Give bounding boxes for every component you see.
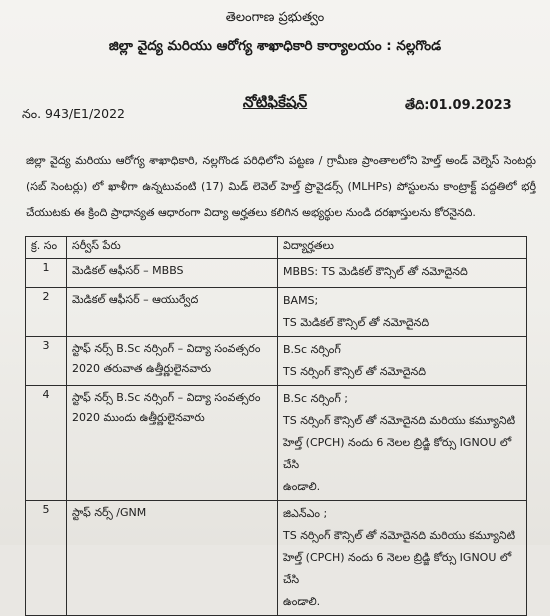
table-row xyxy=(26,288,527,337)
post-line: మెడికల్ ఆఫీసర్ – ఆయుర్వేద xyxy=(72,293,199,306)
post-line: మెడికల్ ఆఫీసర్ – MBBS xyxy=(72,264,184,277)
header-serial: క్ర. సం xyxy=(26,237,67,259)
table-row xyxy=(26,337,527,386)
qualification-line: హెల్త్ (CPCH) నందు 6 నెలల బ్రిడ్జి కోర్సు IGNOU లో చేసి xyxy=(283,436,512,471)
post-line: స్టాఫ్ నర్స్ /GNM xyxy=(72,506,147,519)
qualification-line: TS మెడికల్ కౌన్సిల్ తో నమోదైనది xyxy=(283,316,430,329)
table-row xyxy=(26,501,527,616)
notification-title: నోటిఫికేషన్ xyxy=(242,93,308,111)
table-header-row xyxy=(26,237,527,259)
post-line: స్టాఫ్ నర్స్ B.Sc నర్సింగ్ – విద్యా సంవత్సరం xyxy=(72,342,261,355)
post-line: 2020 తరువాత ఉత్తీర్ణులైనవారు xyxy=(72,362,212,375)
row-post xyxy=(67,501,278,616)
qualification-line: TS నర్సింగ్ కౌన్సిల్ తో నమోదైనది xyxy=(283,365,427,378)
qualification-line: జిఎన్ఎం ; xyxy=(283,507,328,520)
qualification-line: ఉండాలి. xyxy=(283,595,321,608)
row-serial: 3 xyxy=(26,337,67,386)
row-serial: 4 xyxy=(26,386,67,501)
header-post: సర్వీస్ పేరు xyxy=(67,237,278,259)
row-qualification xyxy=(278,386,527,501)
posts-table xyxy=(25,236,527,616)
qualification-line: ఉండాలి. xyxy=(283,480,321,493)
header-qualification: విద్యార్హతలు xyxy=(278,237,527,259)
row-post xyxy=(67,259,278,288)
row-qualification xyxy=(278,337,527,386)
row-qualification xyxy=(278,501,527,616)
government-header: తెలంగాణ ప్రభుత్వం xyxy=(225,10,325,25)
post-line: 2020 ముందు ఉత్తీర్ణులైనవారు xyxy=(72,411,205,424)
qualification-line: B.Sc నర్సింగ్ xyxy=(283,343,341,356)
row-serial: 2 xyxy=(26,288,67,337)
row-post xyxy=(67,288,278,337)
qualification-line: TS నర్సింగ్ కౌన్సిల్ తో నమోదైనది మరియు కమ్యూనిటి xyxy=(283,414,516,427)
post-line: స్టాఫ్ నర్స్ B.Sc నర్సింగ్ – విద్యా సంవత్సరం xyxy=(72,391,261,404)
row-qualification xyxy=(278,288,527,337)
table-row xyxy=(26,386,527,501)
row-post xyxy=(67,386,278,501)
row-serial: 5 xyxy=(26,501,67,616)
qualification-line: TS నర్సింగ్ కౌన్సిల్ తో నమోదైనది మరియు కమ్యూనిటి xyxy=(283,529,516,542)
office-header: జిల్లా వైద్య మరియు ఆరోగ్య శాఖాధికారి కార్యాలయం : నల్లగొండ xyxy=(108,38,442,54)
notification-date: తేది:01.09.2023 xyxy=(405,98,512,113)
row-post xyxy=(67,337,278,386)
reference-number: నం. 943/E1/2022 xyxy=(22,106,126,121)
qualification-line: BAMS; xyxy=(283,294,319,307)
qualification-line: హెల్త్ (CPCH) నందు 6 నెలల బ్రిడ్జి కోర్సు IGNOU లో చేసి xyxy=(283,551,512,586)
qualification-line: B.Sc నర్సింగ్ ; xyxy=(283,392,348,405)
row-serial: 1 xyxy=(26,259,67,288)
table-row xyxy=(26,259,527,288)
qualification-line: MBBS: TS మెడికల్ కౌన్సిల్ తో నమోదైనది xyxy=(283,265,468,278)
notification-paragraph: జిల్లా వైద్య మరియు ఆరోగ్య శాఖాధికారి, నల్లగొండ పరిధిలోని పట్టణ / గ్రామీణ ప్రాంతాలలోని హెల్త్ అండ్ వెల్నెస్ సెంటర్లు (సబ్ సెంటర్లు) లో ఖాళీగా ఉన్నటువంటి (17) మిడ్ లెవెల్ హెల్త్ ప్రొవైడర్స్ (MLHPs) పోస్టులను కాంట్రాక్ట్ పద్దతిలో భర్తీ చేయుటకు ఈ క్రింది ప్రాధాన్యత ఆధారంగా విద్యా అర్హతలు కలిగిన అభ్యర్థుల నుండి దరఖాస్తులను కోరనైనది. xyxy=(26,154,536,219)
row-qualification xyxy=(278,259,527,288)
